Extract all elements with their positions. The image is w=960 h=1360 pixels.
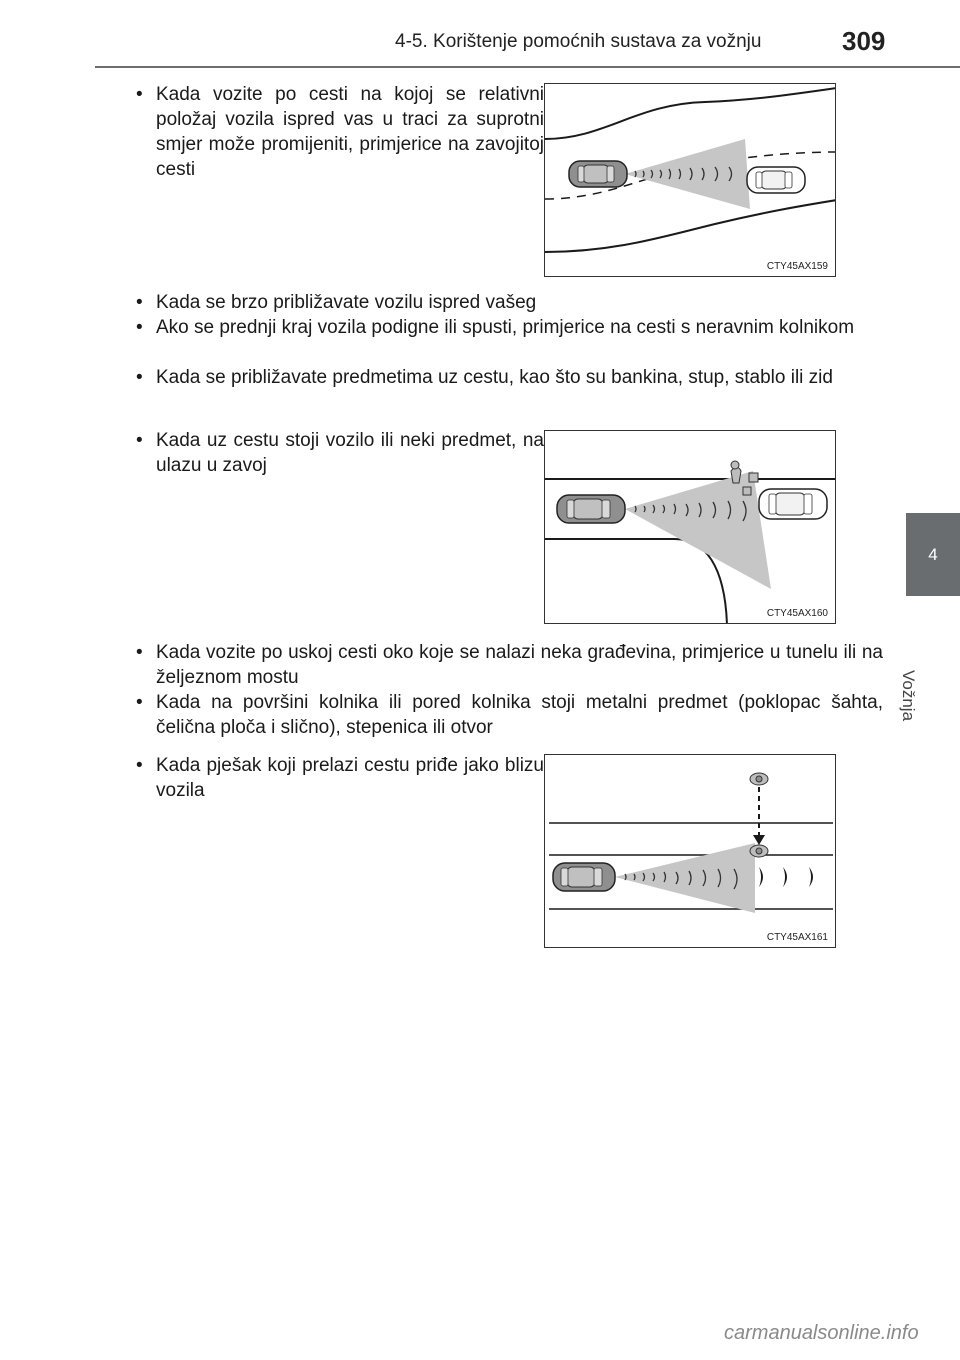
- chapter-label: [899, 604, 942, 722]
- chapter-label-text: Vožnja: [899, 670, 918, 722]
- bullet-uneven-road: • Ako se prednji kraj vozila podigne ili spusti, primjerice na cesti s neravnim kolnikom: [130, 315, 883, 340]
- figure-code: CTY45AX159: [766, 261, 828, 272]
- watermark: carmanualsonline.info: [724, 1322, 919, 1344]
- bullet-narrow-road: • Kada vozite po uskoj cesti oko koje se nalazi neka građevina, primjerice u tunelu ili na željeznom mostu: [130, 640, 883, 690]
- chapter-number: 4: [928, 544, 938, 564]
- figure-code: CTY45AX161: [766, 932, 828, 943]
- parked-car-icon: [759, 489, 827, 519]
- pedestrian-illustration: [545, 755, 836, 948]
- section-title: 4-5. Korištenje pomoćnih sustava za vožnju: [395, 31, 762, 52]
- chapter-tab: [906, 513, 960, 596]
- curve-entrance-illustration: [545, 431, 836, 624]
- header-divider: [95, 66, 960, 68]
- own-car-icon: [569, 161, 627, 187]
- oncoming-car-icon: [747, 167, 805, 193]
- figure-winding-road: [544, 83, 836, 277]
- figure-pedestrian: [544, 754, 836, 948]
- bullet-winding-road: • Kada vozite po cesti na kojoj se relativni položaj vozila ispred vas u traci za suprotni smjer može promijeniti, primjerice na zavojitoj cesti: [130, 82, 544, 182]
- bullet-fast-approach: • Kada se brzo približavate vozilu ispred vašeg: [130, 290, 883, 315]
- figure-curve-entrance: [544, 430, 836, 624]
- own-car-icon: [557, 495, 625, 523]
- page-number: 309: [842, 26, 886, 56]
- figure-code: CTY45AX160: [766, 608, 828, 619]
- bullet-metal-object: • Kada na površini kolnika ili pored kolnika stoji metalni predmet (poklopac šahta, čelična ploča i slično), stepenica ili otvor: [130, 690, 883, 740]
- own-car-icon: [553, 863, 615, 891]
- bullet-pedestrian: • Kada pješak koji prelazi cestu priđe jako blizu vozila: [130, 753, 544, 803]
- bullet-curve-entrance: • Kada uz cestu stoji vozilo ili neki predmet, na ulazu u zavoj: [130, 428, 544, 478]
- winding-road-illustration: [545, 84, 836, 277]
- fading-waves: [759, 867, 813, 887]
- bullet-roadside-objects: • Kada se približavate predmetima uz cestu, kao što su bankina, stup, stablo ili zid: [130, 365, 883, 390]
